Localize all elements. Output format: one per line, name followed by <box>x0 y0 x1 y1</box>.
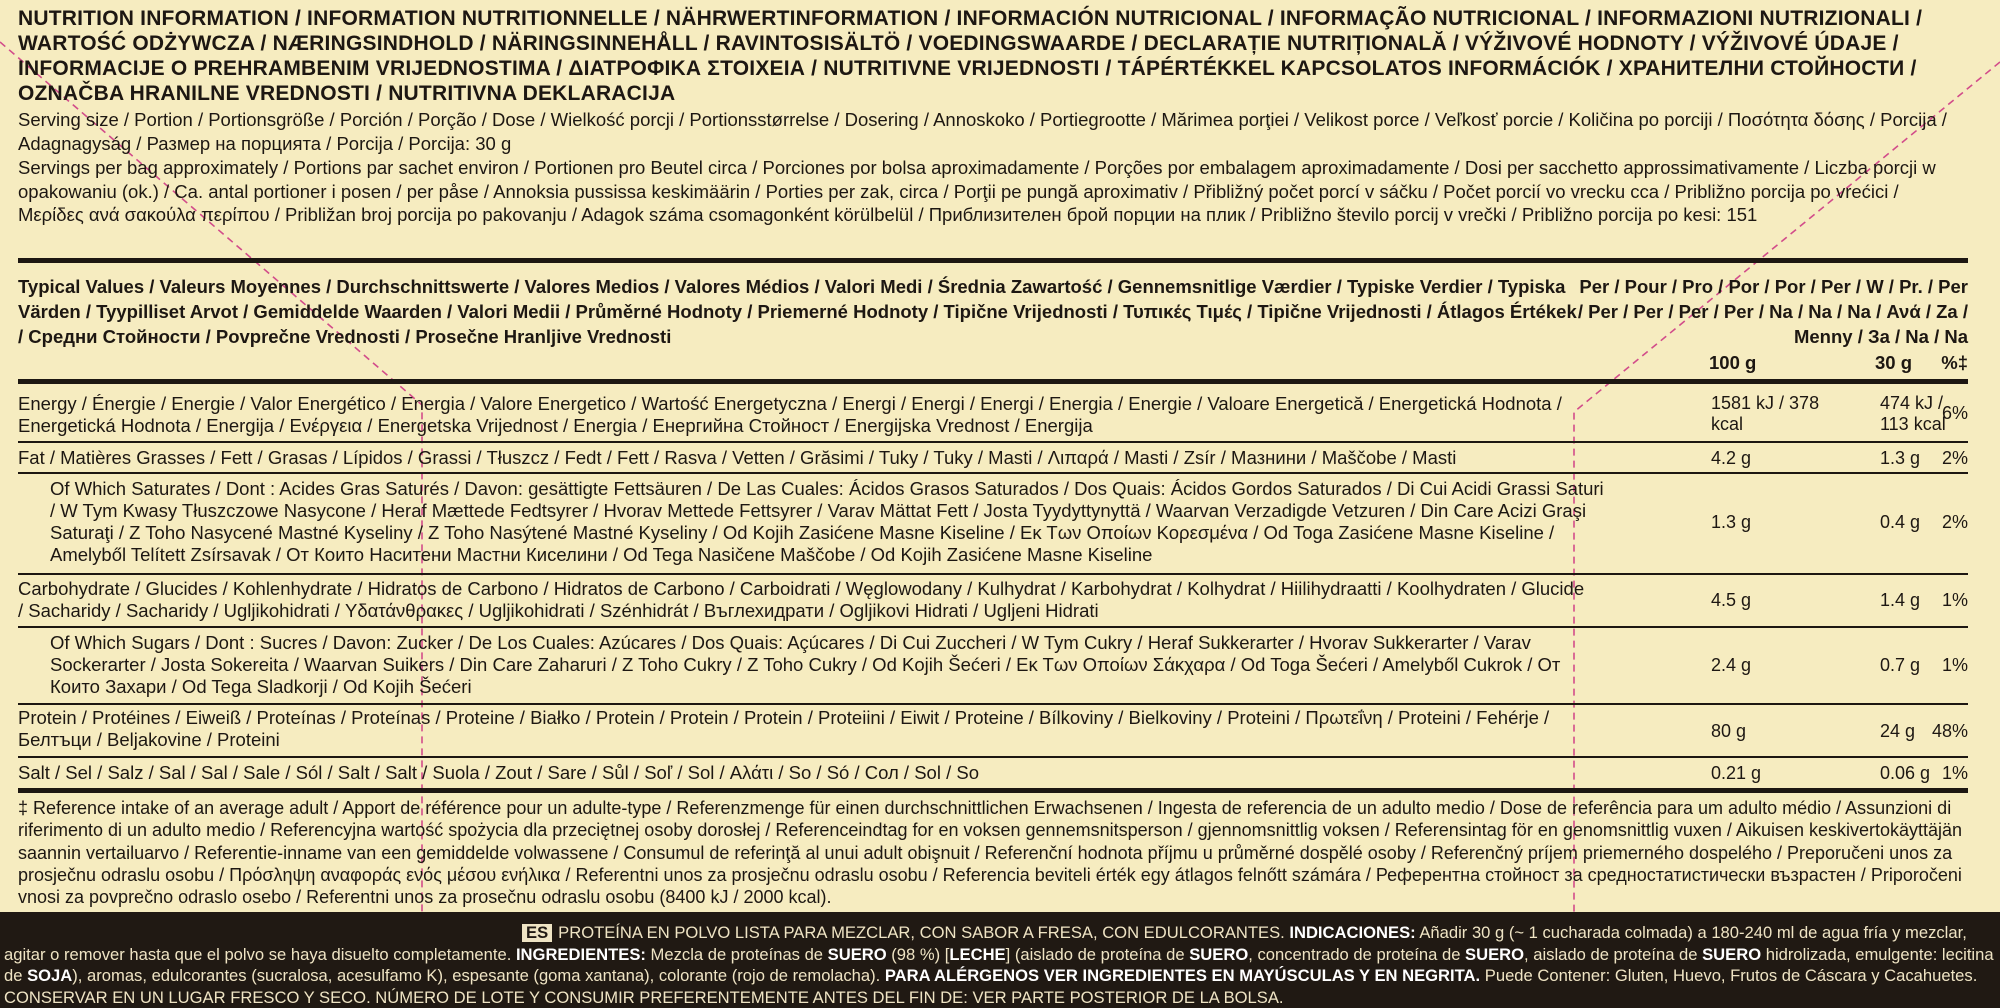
value-30g: 474 kJ / 113 kcal <box>1880 393 1946 434</box>
es-bold-span: PARA ALÉRGENOS VER INGREDIENTES EN MAYÚSCULAS Y EN NEGRITA. <box>884 966 1481 986</box>
value-30g: 0.4 g <box>1880 512 1921 532</box>
es-bold-span: SUERO <box>1189 944 1249 964</box>
row-name: Carbohydrate / Glucides / Kohlenhydrate / Hidratos de Carbono / Hidratos de Carbono / Carboidrati / Węglowodany / Kulhydrat / Karbohydrat / Kolhydrat / Hiilihydraatti / Koolhydraten / Glucide / Sacharidy / Sacharidy / Ugljikohidrati / Υδατάνθρακες / Ugljikohidrati / Szénhidrát / Въглехидрати / Ogljikovi Hidrati / Ugljeni Hidrati <box>18 578 1585 621</box>
table-top-rule <box>18 258 1968 263</box>
nutrition-heading: NUTRITION INFORMATION / INFORMATION NUTRITIONNELLE / NÄHRWERTINFORMATION / INFORMACIÓN NUTRICIONAL / INFORMAÇÃO NUTRICIONAL / INFORMAZIONI NUTRIZIONALI / WARTOŚĆ ODŻYWCZA / NÆRINGSINDHOLD / NÄRINGSINNEHÅLL / RAVINTOSISÄLTÖ / VOEDINGSWAARDE / DECLARAȚIE NUTRIȚIONALĂ / VÝŽIVOVÉ HODNOTY / VÝŽIVOVÉ ÚDAJE / INFORMACIJE O PREHRAMBENIM VRIJEDNOSTIMA / ΔΙΑΤΡΟΦΙΚΑ ΣΤΟΙΧΕΙΑ / NUTRITIVNE VRIJEDNOSTI / TÁPÉRTÉKKEL KAPCSOLATOS INFORMÁCIÓK / ХРАНИТЕЛНИ СТОЙНОСТИ / OZNAČBA HRANILNE VREDNOSTI / NUTRITIVNA DEKLARACIJA <box>18 7 1923 105</box>
spanish-product-info <box>4 922 1994 1008</box>
value-30g: 1.3 g <box>1880 448 1921 468</box>
row-name: Energy / Énergie / Energie / Valor Energético / Energia / Valore Energetico / Wartość Energetyczna / Energi / Energi / Energi / Energia / Energie / Valoare Energetică / Energetická Hodnota / Energetická Hodnota / Energija / Ενέργεια / Energetska Vrijednost / Energia / Енергийна Стойност / Energijska Vrednost / Energija <box>18 393 1562 436</box>
value-30g: 0.06 g <box>1880 763 1931 783</box>
es-text-span: PROTEÍNA EN POLVO LISTA PARA MEZCLAR, CON SABOR A FRESA, CON EDULCORANTES. <box>558 923 1290 942</box>
es-text-span: Mezcla de proteínas de <box>645 944 828 964</box>
table-row-energy <box>18 391 1968 441</box>
value-30g: 1.4 g <box>1880 590 1921 610</box>
value-30g: 24 g <box>1880 721 1916 741</box>
value-pct: 1% <box>1941 763 1968 783</box>
value-pct: 2% <box>1941 448 1968 468</box>
es-text-span: Puede Contener: Gluten, Huevo, Frutos de Cáscara y Cacahuetes. CONSERVAR EN UN LUGAR FRESCO Y SECO. NÚMERO DE LOTE Y CONSUMIR PREFERENTEMENTE ANTES DEL FIN DE: VER PARTE POSTERIOR DE LA BOLSA. <box>4 966 1978 1007</box>
es-text-span: , concentrado de proteína de <box>1248 944 1466 964</box>
row-name: Protein / Protéines / Eiweiß / Proteínas / Proteínas / Proteine / Białko / Protein / Protein / Protein / Proteiini / Eiwit / Proteine / Bílkoviny / Bielkoviny / Proteini / Πρωτεΐνη / Proteini / Fehérje / Белтъци / Beljakovine / Proteini <box>18 707 1550 750</box>
value-pct: 2% <box>1941 512 1968 532</box>
es-text-span: ), aromas, edulcorantes (sucralosa, acesulfamo K), espesante (goma xantana), colorante (rojo de remolacha). <box>72 966 885 986</box>
value-100g: 4.2 g <box>1711 448 1752 468</box>
row-name: Of Which Saturates / Dont : Acides Gras Saturés / Davon: gesättigte Fettsäuren / De Las Cuales: Ácidos Grasos Saturados / Dos Quais: Ácidos Gordos Saturados / Di Cui Acidi Grassi Saturi / W Tym Kwasy Tłuszczowe Nasycone / Heraf Mættede Fedtsyrer / Hvorav Mettede Fettsyrer / Varav Mättat Fett / Josta Tyydyttynyttä / Waarvan Verzadigde Vetzuren / Din Care Acizi Graşi Saturaţi / Z Toho Nasycené Mastné Kyseliny / Z Toho Nasýtené Mastné Kyseliny / Od Kojih Zasićene Masne Kiseline / Εκ Των Οποίων Κορεσμένα / Od Toga Zasićene Masne Kiseline / Amelyből Telített Zsírsavak / От Които Наситени Мастни Киселини / Od Tega Nasičene Maščobe / Od Kojih Zasićene Masne Kiseline <box>50 478 1604 565</box>
value-pct: 48% <box>1931 721 1968 741</box>
col-100g-header: 100 g <box>1709 352 1757 373</box>
es-bold-span: INGREDIENTES: <box>515 944 646 964</box>
value-100g: 1.3 g <box>1711 512 1752 532</box>
table-row-salt <box>18 762 1968 786</box>
es-text-span: Añadir 30 g (~ 1 cucharada colmada) a 180-240 ml de agua fría y mezclar, agitar o remover hasta que el polvo se haya disuelto completamente. <box>4 923 1967 964</box>
row-name: Fat / Matières Grasses / Fett / Grasas / Lípidos / Grassi / Tłuszcz / Fedt / Fett / Rasva / Vetten / Grăsimi / Tuky / Tuky / Masti / Λιπαρά / Masti / Zsír / Мазнини / Maščobe / Masti <box>18 447 1457 468</box>
value-pct: 1% <box>1941 590 1968 610</box>
es-text-span: , aislado de proteína de <box>1524 944 1703 964</box>
col-pct-header: %‡ <box>1941 352 1968 373</box>
row-divider <box>18 756 1968 758</box>
value-100g: 0.21 g <box>1711 763 1762 783</box>
es-bold-span: SUERO <box>827 944 887 964</box>
es-bold-span: SUERO <box>1702 944 1762 964</box>
table-bottom-rule <box>18 788 1968 793</box>
row-divider <box>18 626 1968 628</box>
es-text-span: ] (aislado de proteína de <box>1005 944 1190 964</box>
es-bold-span: SUERO <box>1465 944 1525 964</box>
language-badge-es: ES <box>522 924 552 942</box>
value-pct: 6% <box>1941 403 1968 423</box>
row-divider <box>18 472 1968 474</box>
typical-values-header: Typical Values / Valeurs Moyennes / Durchschnittswerte / Valores Medios / Valores Médios / Valori Medi / Średnia Zawartość / Gennemsnitlige Værdier / Typiske Verdier / Typiska Värden / Tyypilliset Arvot / Gemiddelde Waarden / Valori Medii / Průměrné Hodnoty / Priemerné Hodnoty / Tipične Vrijednosti / Τυπικές Τιμές / Tipične Vrijednosti / Átlagos Értékek / Средни Стойности / Povprečne Vrednosti / Prosečne Hranljive Vrednosti <box>18 276 1577 347</box>
per-column-header: Per / Pour / Pro / Por / Por / Per / W / Pr. / Per / Per / Per / Per / Per / Na / Na / Na / Ανά / Za / Menny / За / Na / Na <box>1577 276 1968 347</box>
es-bold-span: INDICACIONES: <box>1289 923 1416 942</box>
value-100g: 80 g <box>1711 721 1747 741</box>
reference-intake-footnote: ‡ Reference intake of an average adult / Apport de référence pour un adulte-type / Referenzmenge für einen durchschnittlichen Erwachsenen / Ingesta de referencia de un adulto medio / Dose de referência para um adulto médio / Assunzioni di riferimento di un adulto medio / Referencyjna wartość spożycia dla przeciętnej osoby dorosłej / Referenceindtag for en voksen gennemsnitsperson / gjennomsnittlig voksen / Referensintag för en genomsnittlig vuxen / Aikuisen keskivertokäyttäjän saannin vertailuarvo / Referentie-inname van een gemiddelde volwassene / Consumul de referinţă al unui adult obişnuit / Referenční hodnota příjmu u průměrné dospělé osoby / Referenčný príjem priemerného dospelého / Preporučeni unos za prosječnu odraslu osobu / Πρόσληψη αναφοράς ενός μέσου ενήλικα / Referentni unos za prosječnu odraslu osobu / Referencia beviteli érték egy átlagos felnőtt számára / Референтна стойност за средностатистически възрастен / Priporočeni vnosi za povprečno odraslo osebo / Referentni unos za prosečnu odraslu osobu (8400 kJ / 2000 kcal). <box>18 798 1963 908</box>
row-name: Salt / Sel / Salz / Sal / Sal / Sale / Sól / Salt / Salt / Suola / Zout / Sare / Sůl / Soľ / Sol / Αλάτι / So / Só / Сол / Sol / So <box>18 762 979 783</box>
row-divider <box>18 441 1968 443</box>
header-bottom-rule <box>18 379 1968 384</box>
value-pct: 1% <box>1941 655 1968 675</box>
serving-size-text: Serving size / Portion / Portionsgröße / Porción / Porção / Dose / Wielkość porcji / Portionsstørrelse / Dosering / Annoskoko / Portiegrootte / Mărimea porţiei / Velikost porce / Veľkosť porcie / Količina po porciji / Ποσότητα δόσης / Porcija / Adagnagyság / Размер на порцията / Porcija / Porcija: 30 g <box>18 109 1947 154</box>
servings-per-bag-text: Servings per bag approximately / Portions par sachet environ / Portionen pro Beutel circa / Porciones por bolsa aproximadamente / Porções por embalagem aproximadamente / Dosi per sacchetto approssimativamente / Liczba porcji w opakowaniu (ok.) / Ca. antal portioner i posen / per påse / Annoksia pussissa keskimäärin / Porties per zak, circa / Porţii pe pungă aproximativ / Přibližný počet porcí v sáčku / Počet porcií vo vrecku cca / Približno porcija po vrećici / Μερίδες ανά σακούλα περίπου / Približan broj porcija po pakovanju / Adagok száma csomagonként körülbelül / Приблизителен брой порции на плик / Približno število porcij v vrečki / Približno porcija po kesi: 151 <box>18 157 1936 225</box>
row-divider <box>18 703 1968 705</box>
table-row-sugars <box>18 632 1968 702</box>
table-row-fat <box>18 446 1968 472</box>
es-bold-span: SOJA <box>27 966 73 986</box>
value-100g: 2.4 g <box>1711 655 1752 675</box>
value-30g: 0.7 g <box>1880 655 1921 675</box>
table-row-protein <box>18 707 1968 755</box>
value-100g: 1581 kJ / 378 kcal <box>1711 393 1820 434</box>
col-30g-header: 30 g <box>1875 352 1913 373</box>
value-100g: 4.5 g <box>1711 590 1752 610</box>
es-bold-span: LECHE <box>949 944 1006 964</box>
row-name: Of Which Sugars / Dont : Sucres / Davon: Zucker / De Los Cuales: Azúcares / Dos Quais: Açúcares / Di Cui Zuccheri / W Tym Cukry / Heraf Sukkerarter / Hvorav Sukkerarter / Varav Sockerarter / Josta Sokereita / Waarvan Suikers / Din Care Zaharuri / Z Toho Cukry / Z Toho Cukry / Od Kojih Šećeri / Εκ Των Οποίων Σάκχαρα / Od Toga Šećeri / Amelyből Cukrok / От Които Захари / Od Tega Sladkorji / Od Kojih Šećeri <box>50 632 1561 697</box>
table-row-carbohydrate <box>18 578 1968 624</box>
es-text-span: (98 %) [ <box>886 944 950 964</box>
table-row-saturates <box>18 478 1968 570</box>
row-divider <box>18 573 1968 575</box>
es-text-span: hidrolizada, emulgente: lecitina de <box>4 944 1994 986</box>
